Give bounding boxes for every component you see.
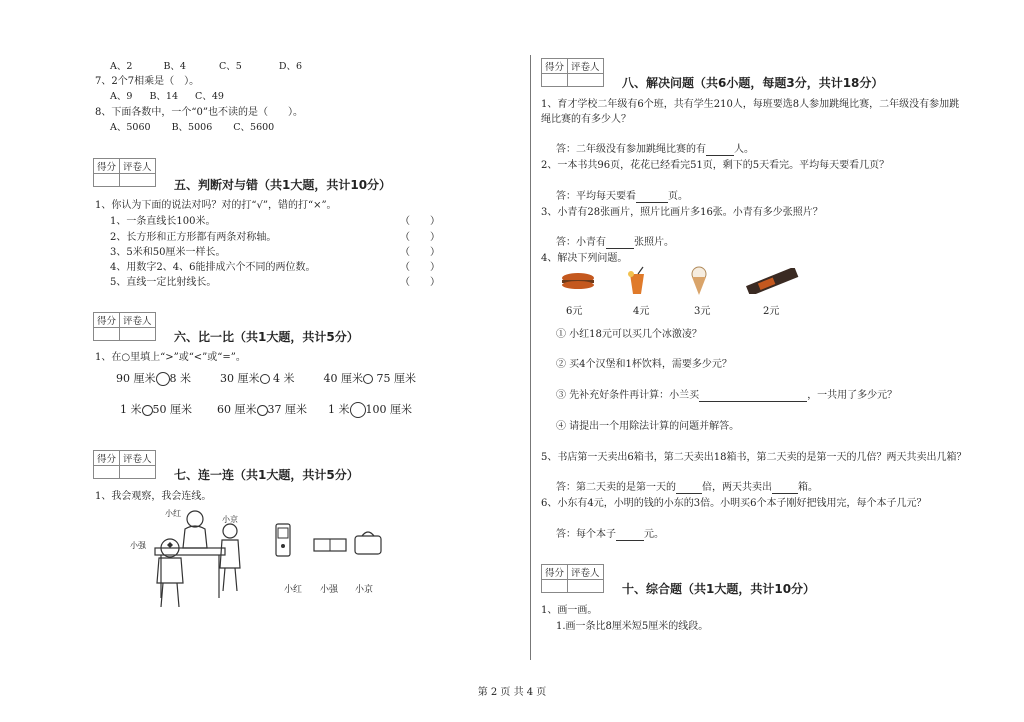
score-box: 得分 评卷人 [93,158,156,187]
compare-circle[interactable] [142,405,153,416]
section-10-title: 十、综合题（共1大题，共计10分） [622,582,816,596]
answer-blank[interactable] [676,482,702,494]
q8-text: 8、下面各数中，一个“0”也不读的是（ ）。 [95,107,303,118]
sec8-a6: 答：每个本子 元。 [556,529,664,540]
compare-row-1: 90 厘米 8 米 30 厘米 4 米 40 厘米 75 厘米 [116,372,416,385]
answer-blank[interactable] [699,390,807,402]
sec5-item: 3、5米和50厘米一样长。 [110,247,226,258]
compare-circle[interactable] [350,402,366,418]
answer-blank[interactable] [706,144,734,156]
column-divider [530,55,531,660]
chocolate-bar-icon [744,268,800,298]
price-label: 6元 [566,306,583,317]
answer-blank[interactable] [636,191,668,203]
sec8-q3: 3、小青有28张画片，照片比画片多16张。小青有多少张照片？ [541,207,823,218]
price-label: 3元 [694,306,711,317]
sub-question: ① 小红18元可以买几个冰激凌？ [556,329,702,340]
object-label: 小京 [355,585,374,595]
juice-icon [626,266,648,300]
price-label: 2元 [763,306,780,317]
q6-options: A、2 B、4 C、5 D、6 [110,61,303,72]
sec5-question: 1、你认为下面的说法对吗？对的打“√”，错的打“×”。 [95,200,337,211]
answer-blank[interactable] [616,529,644,541]
kid-label: 小红 [165,509,181,518]
sub-question: ③ 先补充好条件再计算：小兰买 ，一共用了多少元？ [556,390,898,401]
sec8-q2: 2、一本书共96页，花花已经看完51页，剩下的5天看完。平均每天要看几页？ [541,160,890,171]
score-box: 得分 评卷人 [541,564,604,593]
sec7-question: 1、我会观察，我会连线。 [95,491,212,502]
object-label: 小红 [284,585,303,595]
compare-circle[interactable] [260,374,270,384]
answer-blank[interactable] [772,482,798,494]
answer-paren[interactable]: （ ） [400,277,440,288]
sec5-item: 1、一条直线长100米。 [110,216,216,227]
sec10-q1: 1、画一画。 [541,605,598,616]
kid-label: 小强 [130,541,146,550]
sec8-a5: 答：第二天卖的是第一天的 倍，两天共卖出 箱。 [556,482,818,493]
score-box: 得分 评卷人 [93,312,156,341]
sec8-q5: 5、书店第一天卖出6箱书，第二天卖出18箱书，第二天卖的是第一天的几倍？两天共卖出几箱？ [541,452,967,463]
sec10-q1-sub: 1.画一条比8厘米短5厘米的线段。 [556,621,709,632]
page-footer: 第 2 页 共 4 页 [477,687,547,698]
sec5-item: 5、直线一定比射线长。 [110,277,217,288]
bag-icon [352,528,384,562]
object-label: 小强 [320,585,339,595]
compare-circle[interactable] [156,372,170,386]
answer-paren[interactable]: （ ） [400,216,440,227]
sec8-q1-cont: 绳比赛的有多少人？ [541,114,631,125]
answer-blank[interactable] [606,237,634,249]
section-6-title: 六、比一比（共1大题，共计5分） [174,330,359,344]
ice-cream-icon [688,266,710,300]
pencil-case-icon [312,536,348,558]
sec8-a3: 答：小青有 张照片。 [556,237,674,248]
compare-circle[interactable] [363,374,373,384]
sec6-question: 1、在○里填上“>”或“<”或“=”。 [95,352,246,363]
compare-circle[interactable] [257,405,268,416]
q7-text: 7、2个7相乘是（ ）。 [95,76,200,87]
sec8-a1: 答：二年级没有参加跳绳比赛的有 人。 [556,144,754,155]
burger-icon [560,272,596,294]
score-box: 得分 评卷人 [93,450,156,479]
sec8-a2: 答：平均每天要看 页。 [556,191,688,202]
q8-options: A、5060 B、5006 C、5600 [110,122,275,133]
answer-paren[interactable]: （ ） [400,247,440,258]
kid-label: 小京 [222,515,238,524]
answer-paren[interactable]: （ ） [400,262,440,273]
sub-question: ④ 请提出一个用除法计算的问题并解答。 [556,421,740,432]
phone-icon [272,520,296,564]
section-7-title: 七、连一连（共1大题，共计5分） [174,468,359,482]
section-5-title: 五、判断对与错（共1大题，共计10分） [174,178,392,192]
sec8-q1: 1、育才学校二年级有6个班，共有学生210人，每班要选8人参加跳绳比赛，二年级没有参加跳 [541,99,960,110]
answer-paren[interactable]: （ ） [400,232,440,243]
sec8-q4: 4、解决下列问题。 [541,253,628,264]
compare-row-2: 1 米 50 厘米 60 厘米 37 厘米 1 米 100 厘米 [120,403,412,416]
score-box: 得分 评卷人 [541,58,604,87]
section-8-title: 八、解决问题（共6小题，每题3分，共计18分） [622,76,884,90]
sec5-item: 2、长方形和正方形都有两条对称轴。 [110,232,277,243]
sec8-q6: 6、小东有4元，小明的钱的小东的3倍。小明买6个本子刚好把钱用完，每个本子几元？ [541,498,927,509]
sec5-item: 4、用数字2、4、6能排成六个不同的两位数。 [110,262,316,273]
sub-question: ② 买4个汉堡和1杯饮料，需要多少元？ [556,359,732,370]
q7-options: A、9 B、14 C、49 [110,91,224,102]
price-label: 4元 [633,306,650,317]
